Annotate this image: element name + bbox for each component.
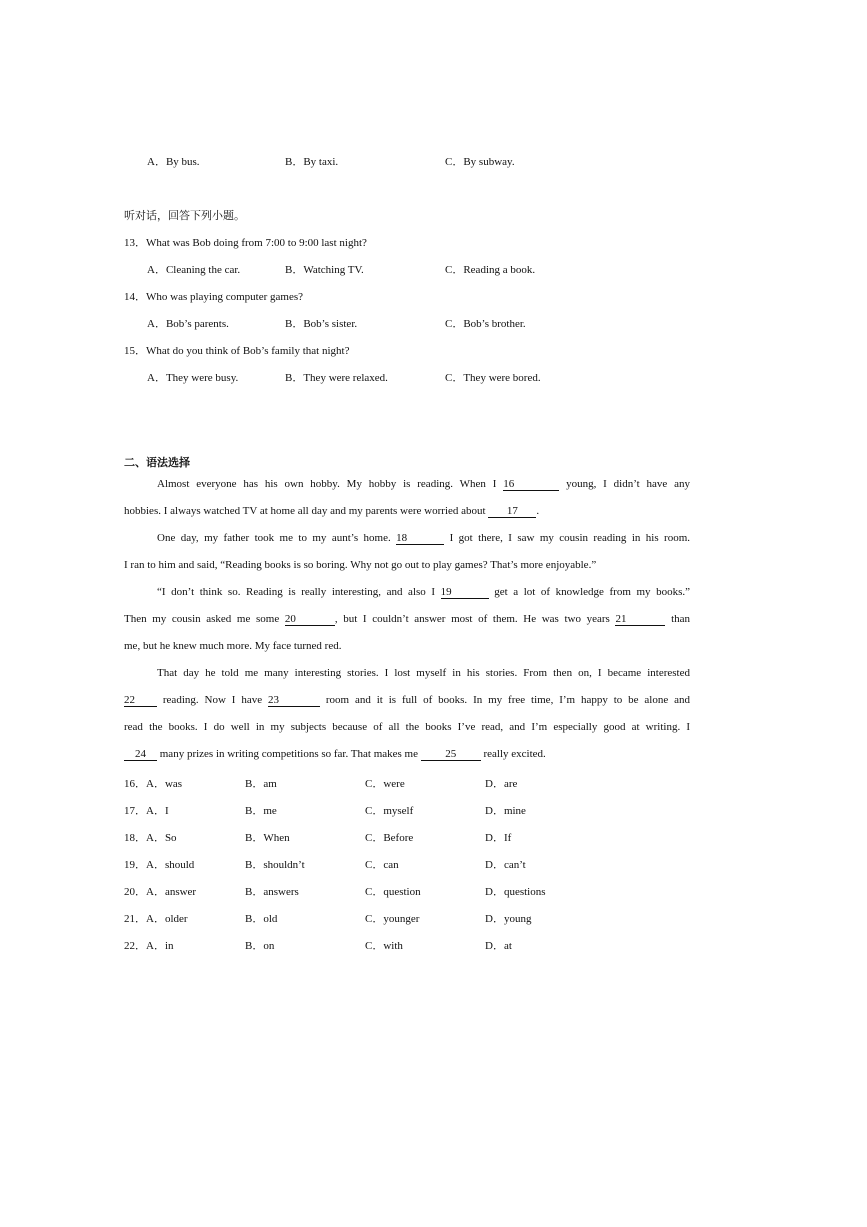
passage-text: I got there, I saw my cousin reading in his room. bbox=[449, 532, 691, 544]
choice-20-a: 20．A．answer bbox=[124, 886, 197, 898]
blank-24: 24 bbox=[124, 748, 157, 761]
choice-17-b: B．me bbox=[245, 805, 277, 817]
blank-18: 18 bbox=[396, 532, 444, 545]
passage-text: than bbox=[671, 613, 691, 625]
q12-option-a: A．By bus. bbox=[147, 156, 200, 168]
choice-18-d: D．If bbox=[485, 832, 512, 844]
q12-option-b: B．By taxi. bbox=[285, 156, 339, 168]
choice-18-c: C．Before bbox=[365, 832, 414, 844]
choice-19-b: B．shouldn’t bbox=[245, 859, 305, 871]
dialogue-instruction: 听对话，回答下列小题。 bbox=[124, 209, 245, 222]
passage-line bbox=[124, 660, 690, 687]
choice-22-c: C．with bbox=[365, 940, 403, 952]
choice-16-c: C．were bbox=[365, 778, 405, 790]
passage-text: One day, my father took me to my aunt’s home. bbox=[157, 532, 391, 544]
passage-text: That day he told me many interesting stories. I lost myself in his stories. From then on, I became interested bbox=[157, 667, 690, 679]
q14-option-c: C．Bob’s brother. bbox=[445, 318, 526, 330]
q14-option-b: B．Bob’s sister. bbox=[285, 318, 358, 330]
choice-20-c: C．question bbox=[365, 886, 421, 898]
choice-20-d: D．questions bbox=[485, 886, 546, 898]
q12-option-c: C．By subway. bbox=[445, 156, 515, 168]
choice-17-a: 17．A．I bbox=[124, 805, 169, 817]
blank-17: 17 bbox=[488, 505, 536, 518]
q13-option-a: A．Cleaning the car. bbox=[147, 264, 241, 276]
section-2-heading: 二、语法选择 bbox=[124, 456, 190, 469]
passage-text: really excited. bbox=[483, 748, 546, 760]
choice-16-d: D．are bbox=[485, 778, 518, 790]
passage-text: Then my cousin asked me some bbox=[124, 613, 280, 625]
blank-20: 20 bbox=[285, 613, 335, 626]
passage-line bbox=[124, 741, 690, 768]
passage-text: reading. Now I have bbox=[162, 694, 263, 706]
passage-text: read the books. I do well in my subjects because of all the books I’ve read, and I’m especially good at writing. I bbox=[124, 721, 690, 733]
blank-25: 25 bbox=[421, 748, 481, 761]
question-14: 14．Who was playing computer games? bbox=[124, 291, 304, 303]
passage-line bbox=[124, 471, 690, 498]
passage-text: hobbies. I always watched TV at home all day and my parents were worried about bbox=[124, 505, 486, 517]
q14-option-a: A．Bob’s parents. bbox=[147, 318, 229, 330]
blank-22: 22 bbox=[124, 694, 157, 707]
passage-line bbox=[124, 498, 690, 525]
question-15: 15．What do you think of Bob’s family that night? bbox=[124, 345, 350, 357]
blank-23: 23 bbox=[268, 694, 320, 707]
passage-line bbox=[124, 633, 690, 660]
choice-21-c: C．younger bbox=[365, 913, 420, 925]
passage-line bbox=[124, 579, 690, 606]
choice-17-d: D．mine bbox=[485, 805, 526, 817]
passage-text: “I don’t think so. Reading is really interesting, and also I bbox=[157, 586, 436, 598]
passage-line bbox=[124, 606, 690, 633]
choice-20-b: B．answers bbox=[245, 886, 299, 898]
passage-text: me, but he knew much more. My face turned red. bbox=[124, 640, 342, 652]
choice-21-a: 21．A．older bbox=[124, 913, 188, 925]
passage-text: room and it is full of books. In my free time, I’m happy to be alone and bbox=[325, 694, 691, 706]
q15-option-b: B．They were relaxed. bbox=[285, 372, 388, 384]
choice-18-a: 18．A．So bbox=[124, 832, 177, 844]
q15-option-c: C．They were bored. bbox=[445, 372, 541, 384]
blank-16: 16 bbox=[503, 478, 559, 491]
passage-text: young, I didn’t have any bbox=[566, 478, 691, 490]
question-13: 13．What was Bob doing from 7:00 to 9:00 last night? bbox=[124, 237, 367, 249]
passage-line bbox=[124, 714, 690, 741]
choice-19-a: 19．A．should bbox=[124, 859, 195, 871]
blank-19: 19 bbox=[441, 586, 489, 599]
choice-21-b: B．old bbox=[245, 913, 278, 925]
choice-22-d: D．at bbox=[485, 940, 512, 952]
passage-text: I ran to him and said, “Reading books is so boring. Why not go out to play games? That’s more enjoyable.” bbox=[124, 559, 597, 571]
choice-16-b: B．am bbox=[245, 778, 277, 790]
choice-17-c: C．myself bbox=[365, 805, 414, 817]
passage-text: Almost everyone has his own hobby. My hobby is reading. When I bbox=[157, 478, 497, 490]
choice-19-c: C．can bbox=[365, 859, 399, 871]
passage-line bbox=[124, 687, 690, 714]
passage-text: get a lot of knowledge from my books.” bbox=[494, 586, 691, 598]
choice-21-d: D．young bbox=[485, 913, 532, 925]
choice-16-a: 16．A．was bbox=[124, 778, 183, 790]
q13-option-b: B．Watching TV. bbox=[285, 264, 364, 276]
passage-text: . bbox=[536, 505, 540, 517]
choice-22-a: 22．A．in bbox=[124, 940, 174, 952]
passage-text: , but I couldn’t answer most of them. He was two years bbox=[334, 613, 610, 625]
passage-line bbox=[124, 552, 690, 579]
passage-line bbox=[124, 525, 690, 552]
q15-option-a: A．They were busy. bbox=[147, 372, 239, 384]
blank-21: 21 bbox=[615, 613, 665, 626]
q13-option-c: C．Reading a book. bbox=[445, 264, 536, 276]
choice-22-b: B．on bbox=[245, 940, 275, 952]
choice-18-b: B．When bbox=[245, 832, 290, 844]
choice-19-d: D．can’t bbox=[485, 859, 526, 871]
passage-text: many prizes in writing competitions so far. That makes me bbox=[159, 748, 418, 760]
